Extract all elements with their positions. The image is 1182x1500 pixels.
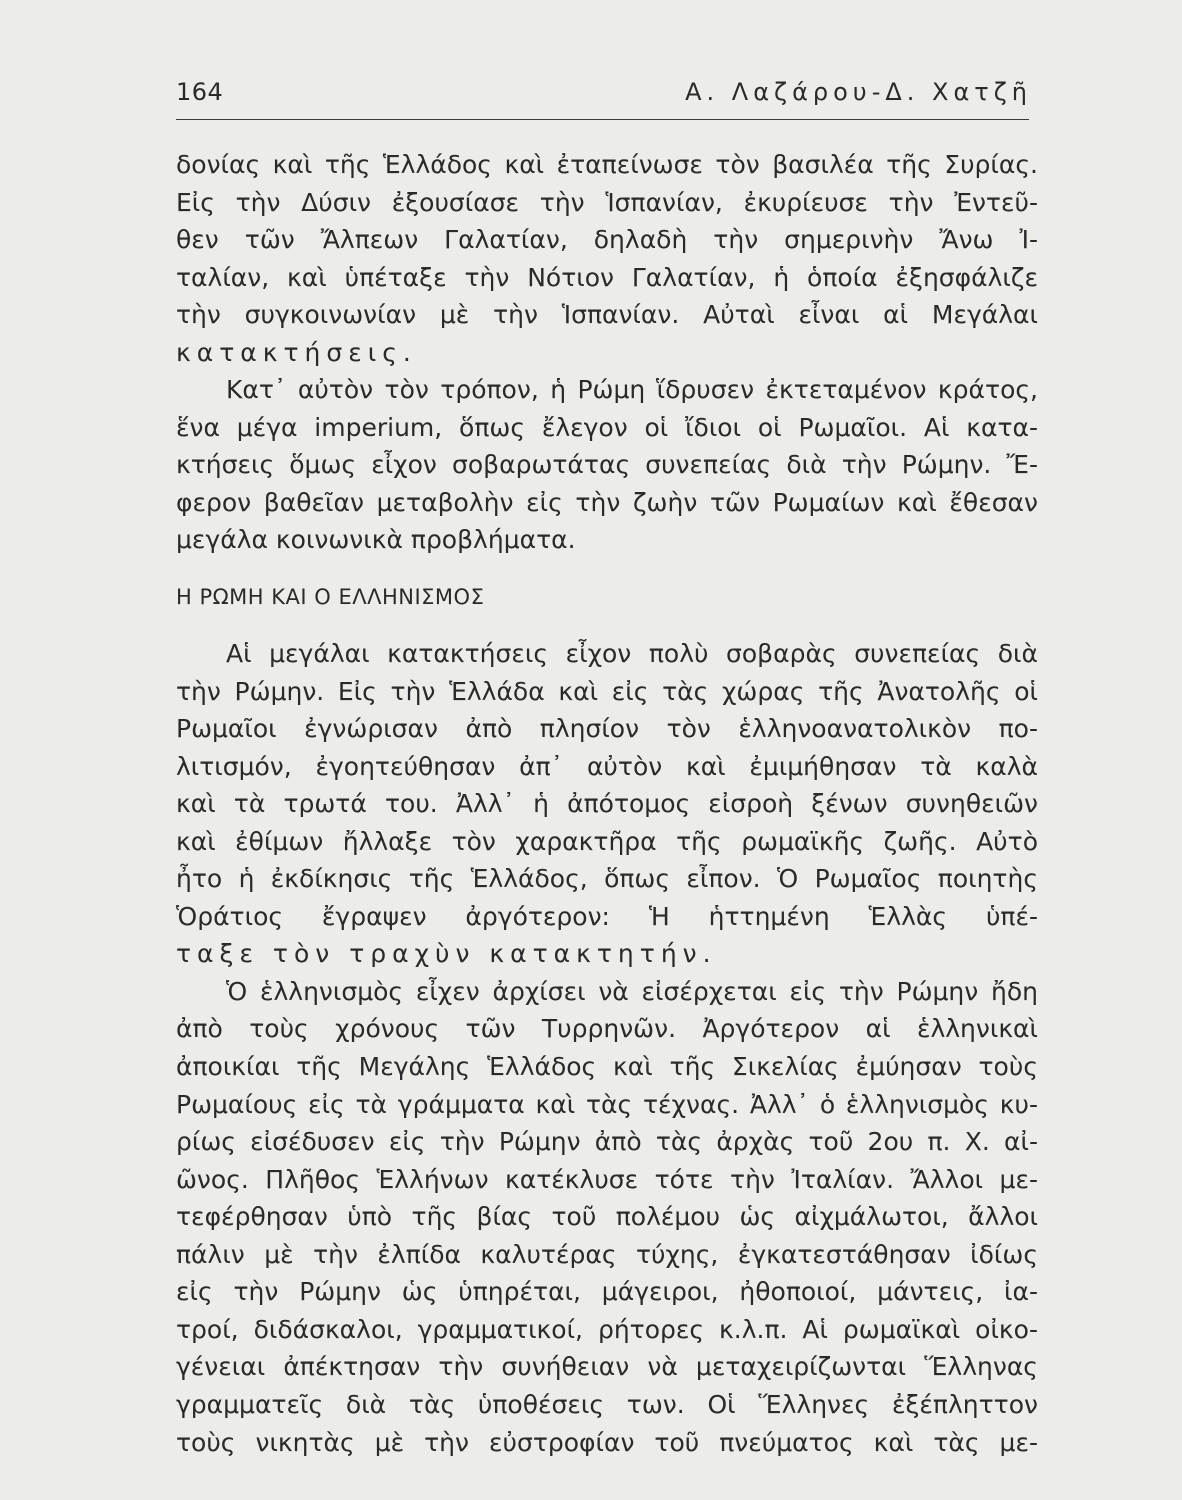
text-line: κατακτήσεις. (176, 337, 417, 367)
text-line: τεφέρθησαν ὑπὸ τῆς βίας τοῦ πολέμου ὡς αἰχμάλωτοι, ἄλλοι (176, 1202, 1038, 1232)
text-line: λιτισμόν, ἐγοητεύθησαν ἀπ᾽ αὐτὸν καὶ ἐμιμήθησαν τὰ καλὰ (176, 751, 1038, 781)
text-line: ἀποικίαι τῆς Μεγάλης Ἑλλάδος καὶ τῆς Σικελίας ἐμύησαν τοὺς (176, 1052, 1038, 1082)
text-line: ἀπὸ τοὺς χρόνους τῶν Τυρρηνῶν. Ἀργότερον αἱ ἑλληνικαὶ (176, 1014, 1038, 1044)
text-line: θεν τῶν Ἄλπεων Γαλατίαν, δηλαδὴ τὴν σημερινὴν Ἄνω Ἰ- (176, 225, 1038, 255)
text-line: Εἰς τὴν Δύσιν ἐξουσίασε τὴν Ἱσπανίαν, ἐκυρίευσε τὴν Ἐντεῦ- (176, 187, 1038, 217)
text-line: καὶ τὰ τρωτά του. Ἀλλ᾽ ἡ ἀπότομος εἰσροὴ ξένων συνηθειῶν (176, 789, 1038, 819)
text-line: κτήσεις ὅμως εἶχον σοβαρωτάτας συνεπείας διὰ τὴν Ρώμην. Ἔ- (176, 450, 1038, 480)
text-line: ταξε τὸν τραχὺν κατακτητήν. (176, 939, 717, 969)
body-text (176, 146, 1038, 1461)
text-line: ἕνα μέγα imperium, ὅπως ἔλεγον οἱ ἴδιοι οἱ Ρωμαῖοι. Αἱ κατα- (176, 412, 1038, 442)
text-line: τροί, διδάσκαλοι, γραμματικοί, ρήτορες κ.λ.π. Αἱ ρωμαϊκαὶ οἰκο- (176, 1314, 1038, 1344)
text-line: Αἱ μεγάλαι κατακτήσεις εἶχον πολὺ σοβαρὰς συνεπείας διὰ (226, 639, 1038, 669)
text-line: τοὺς νικητὰς μὲ τὴν εὐστροφίαν τοῦ πνεύματος καὶ τὰς με- (176, 1427, 1038, 1457)
text-line: εἰς τὴν Ρώμην ὡς ὑπηρέται, μάγειροι, ἠθοποιοί, μάντεις, ἰα- (176, 1277, 1038, 1307)
text-line: γένειαι ἀπέκτησαν τὴν συνήθειαν νὰ μεταχειρίζωνται Ἕλληνας (176, 1352, 1038, 1382)
text-line: φερον βαθεῖαν μεταβολὴν εἰς τὴν ζωὴν τῶν Ρωμαίων καὶ ἔθεσαν (176, 487, 1038, 517)
section-heading: Η ΡΩΜΗ ΚΑΙ Ο ΕΛΛΗΝΙΣΜΟΣ (176, 585, 485, 610)
text-line: Ρωμαίους εἰς τὰ γράμματα καὶ τὰς τέχνας. Ἀλλ᾽ ὁ ἑλληνισμὸς κυ- (176, 1089, 1038, 1119)
text-line: ῶνος. Πλῆθος Ἑλλήνων κατέκλυσε τότε τὴν Ἰταλίαν. Ἄλλοι με- (176, 1164, 1038, 1194)
text-line: καὶ ἐθίμων ἤλλαξε τὸν χαρακτῆρα τῆς ρωμαϊκῆς ζωῆς. Αὐτὸ (176, 826, 1038, 856)
text-line: ταλίαν, καὶ ὑπέταξε τὴν Νότιον Γαλατίαν, ἡ ὁποία ἐξησφάλιζε (176, 262, 1038, 292)
text-line: ρίως εἰσέδυσεν εἰς τὴν Ρώμην ἀπὸ τὰς ἀρχὰς τοῦ 2ου π. Χ. αἰ- (176, 1127, 1038, 1157)
text-line: Ὁράτιος ἔγραψεν ἀργότερον: Ἡ ἡττημένη Ἑλλὰς ὑπέ- (176, 901, 1038, 931)
text-line: γραμματεῖς διὰ τὰς ὑποθέσεις των. Οἱ Ἕλληνες ἐξέπληττον (176, 1389, 1038, 1419)
text-line: τὴν συγκοινωνίαν μὲ τὴν Ἱσπανίαν. Αὐταὶ εἶναι αἱ Μεγάλαι (176, 300, 1038, 330)
header-rule (176, 119, 1029, 120)
text-line: ἦτο ἡ ἐκδίκησις τῆς Ἑλλάδος, ὅπως εἶπον. Ὁ Ρωμαῖος ποιητὴς (176, 864, 1038, 894)
text-line: τὴν Ρώμην. Εἰς τὴν Ἑλλάδα καὶ εἰς τὰς χώρας τῆς Ἀνατολῆς οἱ (176, 676, 1038, 706)
text-line: δονίας καὶ τῆς Ἑλλάδος καὶ ἐταπείνωσε τὸν βασιλέα τῆς Συρίας. (176, 150, 1038, 179)
text-line: μεγάλα κοινωνικὰ προβλήματα. (176, 525, 576, 555)
text-line: Κατ᾽ αὐτὸν τὸν τρόπον, ἡ Ρώμη ἵδρυσεν ἐκτεταμένον κράτος, (226, 375, 1038, 405)
text-line: πάλιν μὲ τὴν ἐλπίδα καλυτέρας τύχης, ἐγκατεστάθησαν ἰδίως (176, 1239, 1038, 1269)
page-number: 164 (176, 78, 224, 106)
text-line: Ὁ ἑλληνισμὸς εἶχεν ἀρχίσει νὰ εἰσέρχεται εἰς τὴν Ρώμην ἤδη (226, 976, 1038, 1006)
running-head: Α. Λαζάρου-Δ. Χατζῆ (685, 78, 1032, 106)
text-line: Ρωμαῖοι ἐγνώρισαν ἀπὸ πλησίον τὸν ἑλληνοανατολικὸν πο- (176, 714, 1038, 744)
